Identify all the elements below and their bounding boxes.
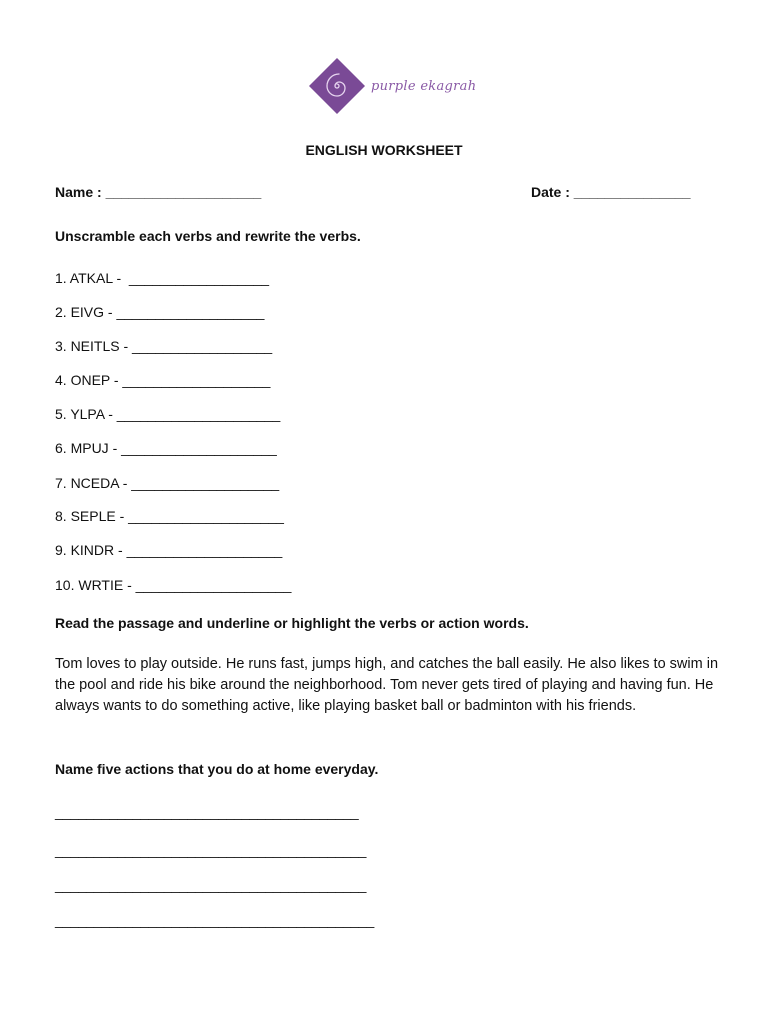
unscramble-item: 5. YLPA - _____________________ xyxy=(55,406,281,422)
unscramble-item: 7. NCEDA - ___________________ xyxy=(55,475,280,491)
actions-heading: Name five actions that you do at home everyday. xyxy=(55,761,379,777)
unscramble-item: 1. ATKAL - __________________ xyxy=(55,270,270,286)
unscramble-item: 10. WRTIE - ____________________ xyxy=(55,577,292,593)
answer-line: _________________________________________ xyxy=(55,912,375,928)
brand-logo xyxy=(309,58,476,114)
name-field: Name : ____________________ xyxy=(55,184,262,200)
passage-heading: Read the passage and underline or highlight the verbs or action words. xyxy=(55,615,529,631)
unscramble-item: 9. KINDR - ____________________ xyxy=(55,542,283,558)
passage-text: Tom loves to play outside. He runs fast, jumps high, and catches the ball easily. He also likes to swim in the pool and ride his bike around the neighborhood. Tom never gets tired of playing and having fun. He always wants to do something active, like playing basket ball or badminton with his friends. xyxy=(55,656,719,714)
date-field: Date : _______________ xyxy=(531,184,691,200)
spiral-diamond-icon xyxy=(309,58,365,114)
answer-line: ________________________________________ xyxy=(55,842,367,858)
brand-name: purple ekagrah xyxy=(371,78,477,94)
answer-line: _______________________________________ xyxy=(55,804,359,820)
unscramble-item: 4. ONEP - ___________________ xyxy=(55,372,271,388)
unscramble-item: 2. EIVG - ___________________ xyxy=(55,304,265,320)
answer-line: ________________________________________ xyxy=(55,877,367,893)
unscramble-item: 3. NEITLS - __________________ xyxy=(55,338,273,354)
unscramble-item: 6. MPUJ - ____________________ xyxy=(55,440,277,456)
worksheet-title: ENGLISH WORKSHEET xyxy=(305,142,463,158)
unscramble-item: 8. SEPLE - ____________________ xyxy=(55,508,284,524)
unscramble-heading: Unscramble each verbs and rewrite the verbs. xyxy=(55,228,361,244)
